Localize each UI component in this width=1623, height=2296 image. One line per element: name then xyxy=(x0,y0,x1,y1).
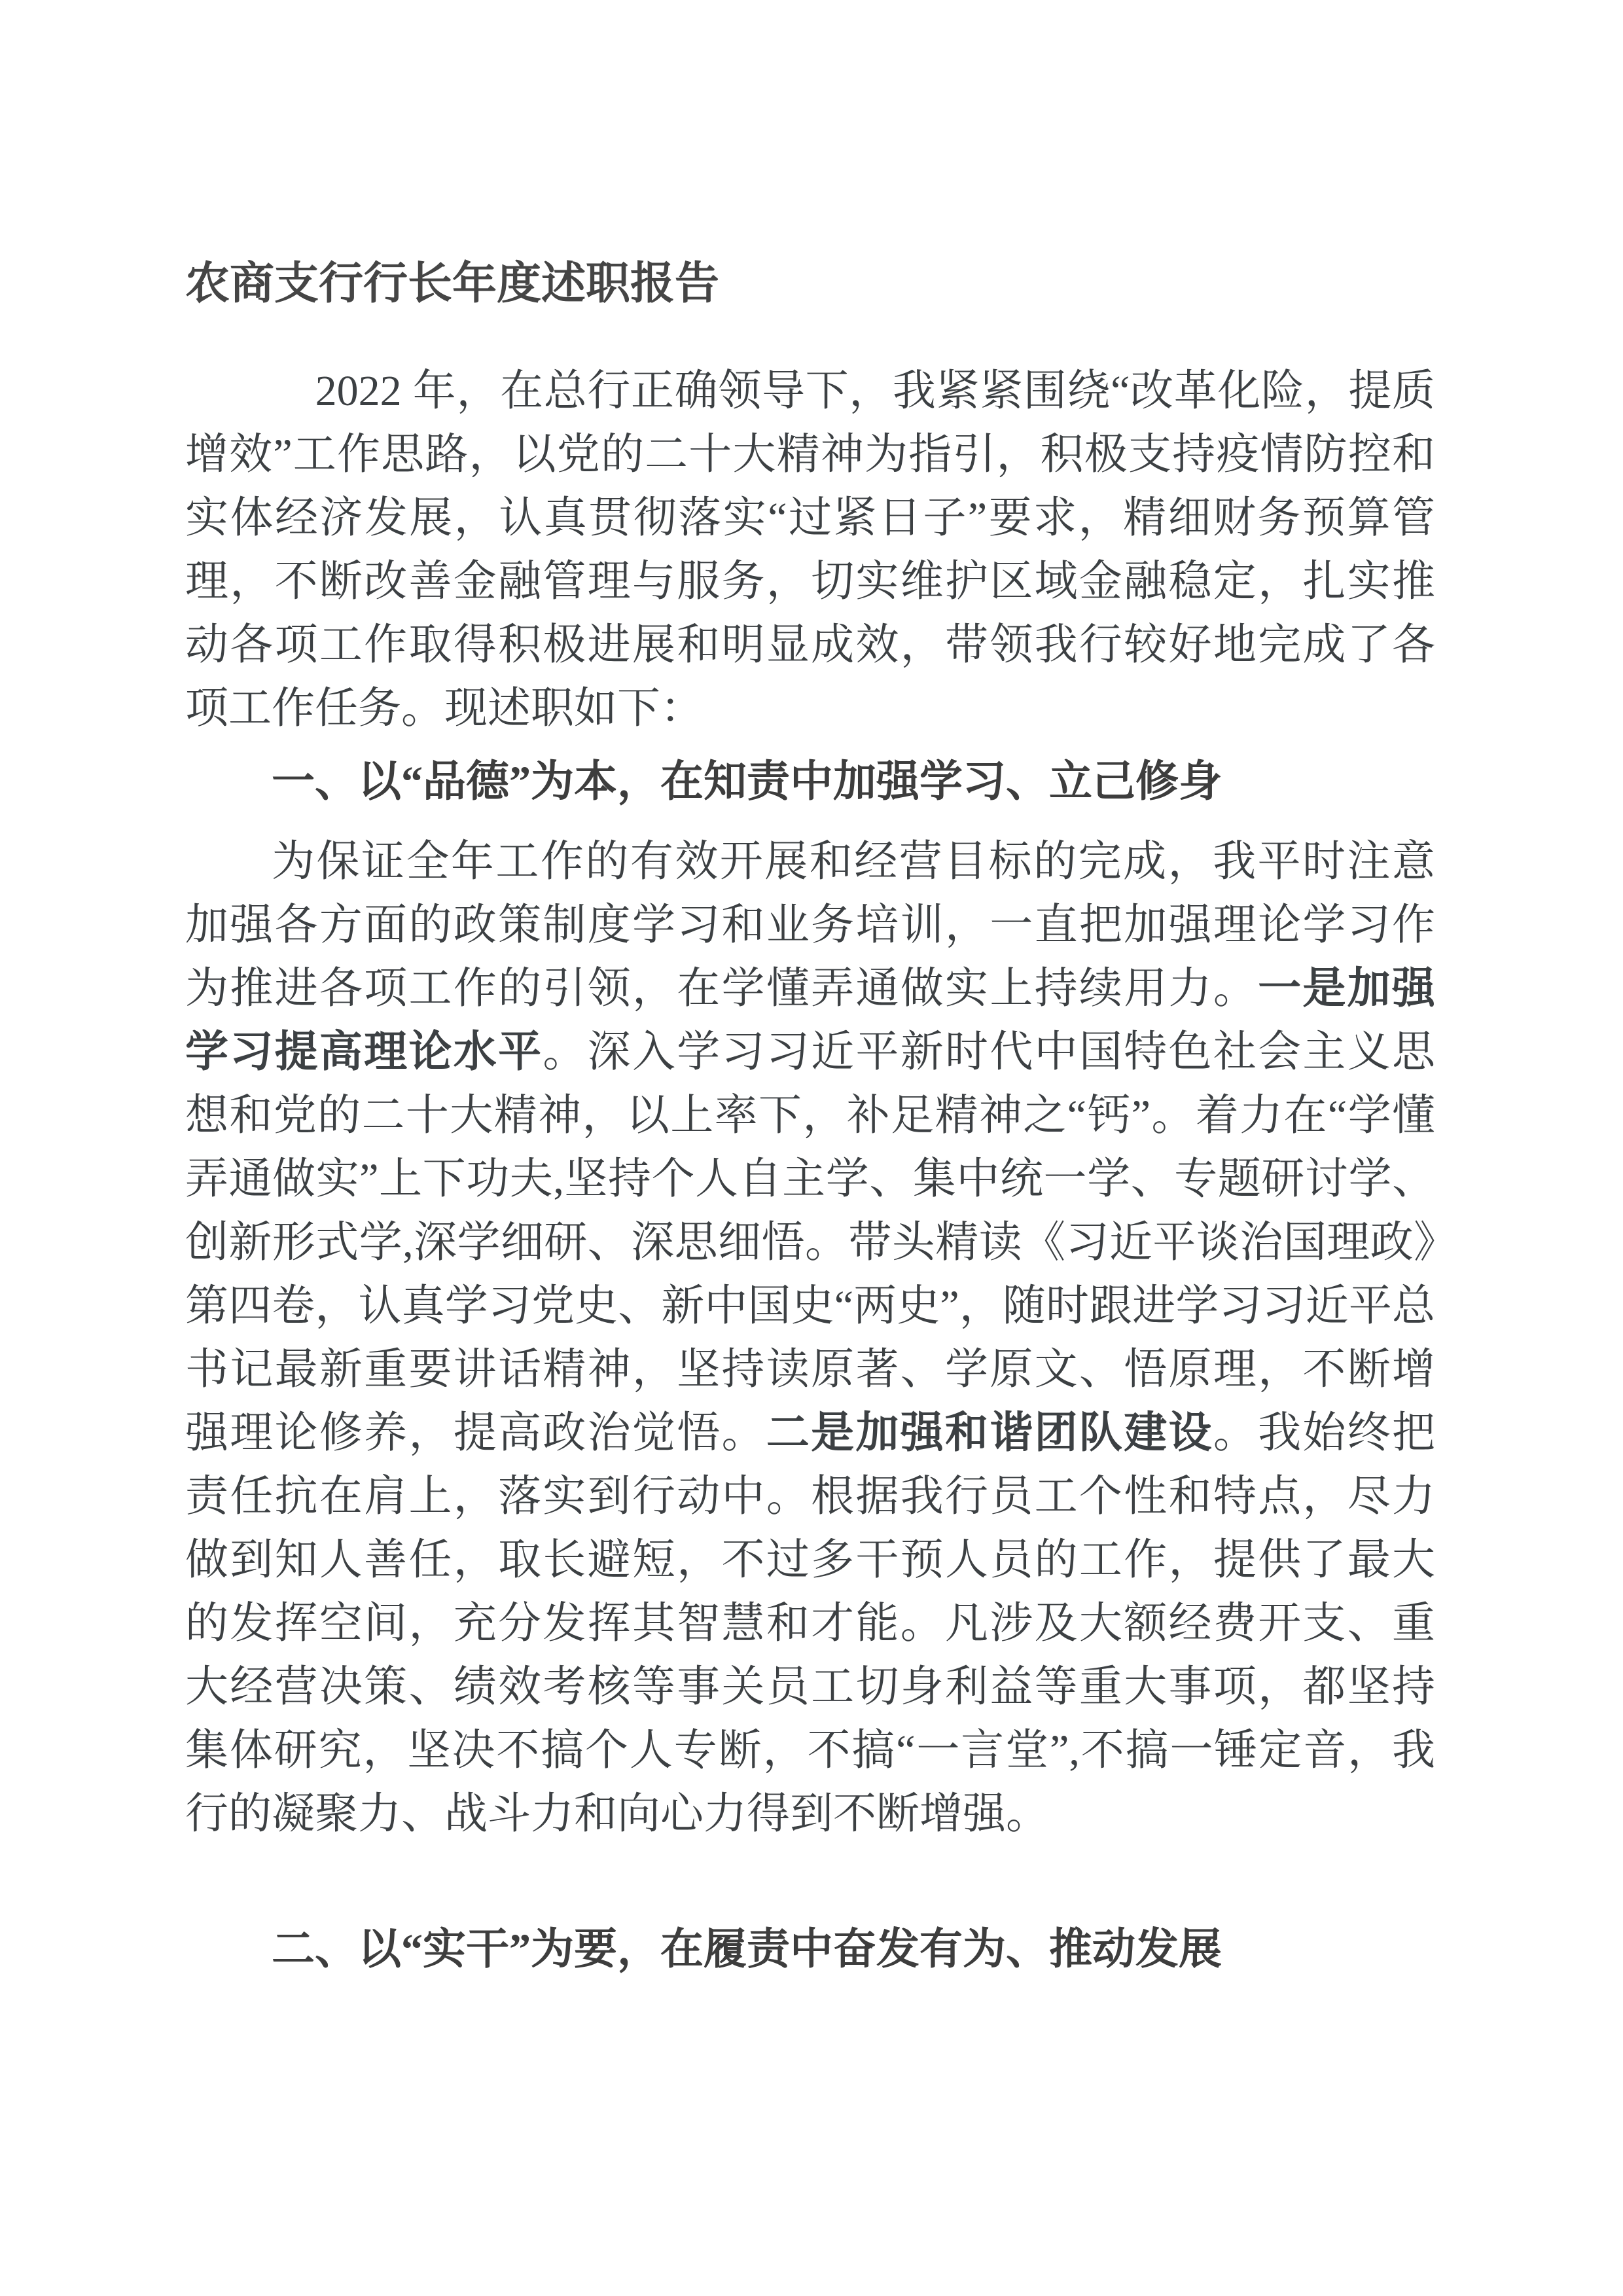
document-title: 农商支行行长年度述职报告 xyxy=(185,259,720,308)
document-body xyxy=(185,359,1435,1981)
text-run: 为保证全年工作的有效开展和经营目标的完成，我平时注意加强各方面的政策制度学习和业务培训，一直把加强理论学习作为推进各项工作的引领，在学懂弄通做实上持续用力。 xyxy=(185,838,1435,1013)
bold-text-run: 一、以“品德”为本，在知责中加强学习、立己修身 xyxy=(272,758,1222,806)
text-run: 。我始终把责任抗在肩上，落实到行动中。根据我行员工个性和特点，尽力做到知人善任，取长避短，不过多干预人员的工作，提供了最大的发挥空间，充分发挥其智慧和才能。凡涉及大额经费开支、重大经营决策、绩效考核等事关员工切身利益等重大事项，都坚持集体研究，坚决不搞个人专断，不搞“一言堂”,不搞一锤定音，我行的凝聚力、战斗力和向心力得到不断增强。 xyxy=(185,1409,1436,1838)
bold-text-run: 一是加强学习提高理论水平 xyxy=(185,965,1436,1076)
paragraph xyxy=(185,359,1435,740)
text-run: 。深入学习习近平新时代中国特色社会主义思想和党的二十大精神，以上率下，补足精神之“钙”。着力在“学懂弄通做实”上下功夫,坚持个人自主学、集中统一学、专题研讨学、创新形式学,深学细研、深思细悟。带头精读《习近平谈治国理政》第四卷，认真学习党史、新中国史“两史”，随时跟进学习习近平总书记最新重要讲话精神，坚持读原著、学原文、悟原理，不断增强理论修养，提高政治觉悟。 xyxy=(185,1028,1436,1457)
paragraph xyxy=(185,830,1435,1846)
bold-text-run: 二、以“实干”为要，在履责中奋发有为、推动发展 xyxy=(272,1926,1222,1973)
section-heading xyxy=(185,1918,1435,1981)
text-run: 2022 年，在总行正确领导下，我紧紧围绕“改革化险，提质增效”工作思路，以党的二十大精神为指引，积极支持疫情防控和实体经济发展，认真贯彻落实“过紧日子”要求，精细财务预算管理，不断改善金融管理与服务，切实维护区域金融稳定，扎实推动各项工作取得积极进展和明显成效，带领我行较好地完成了各项工作任务。现述职如下： xyxy=(185,367,1435,732)
section-heading xyxy=(185,750,1435,814)
bold-text-run: 二是加强和谐团队建设 xyxy=(766,1409,1213,1457)
